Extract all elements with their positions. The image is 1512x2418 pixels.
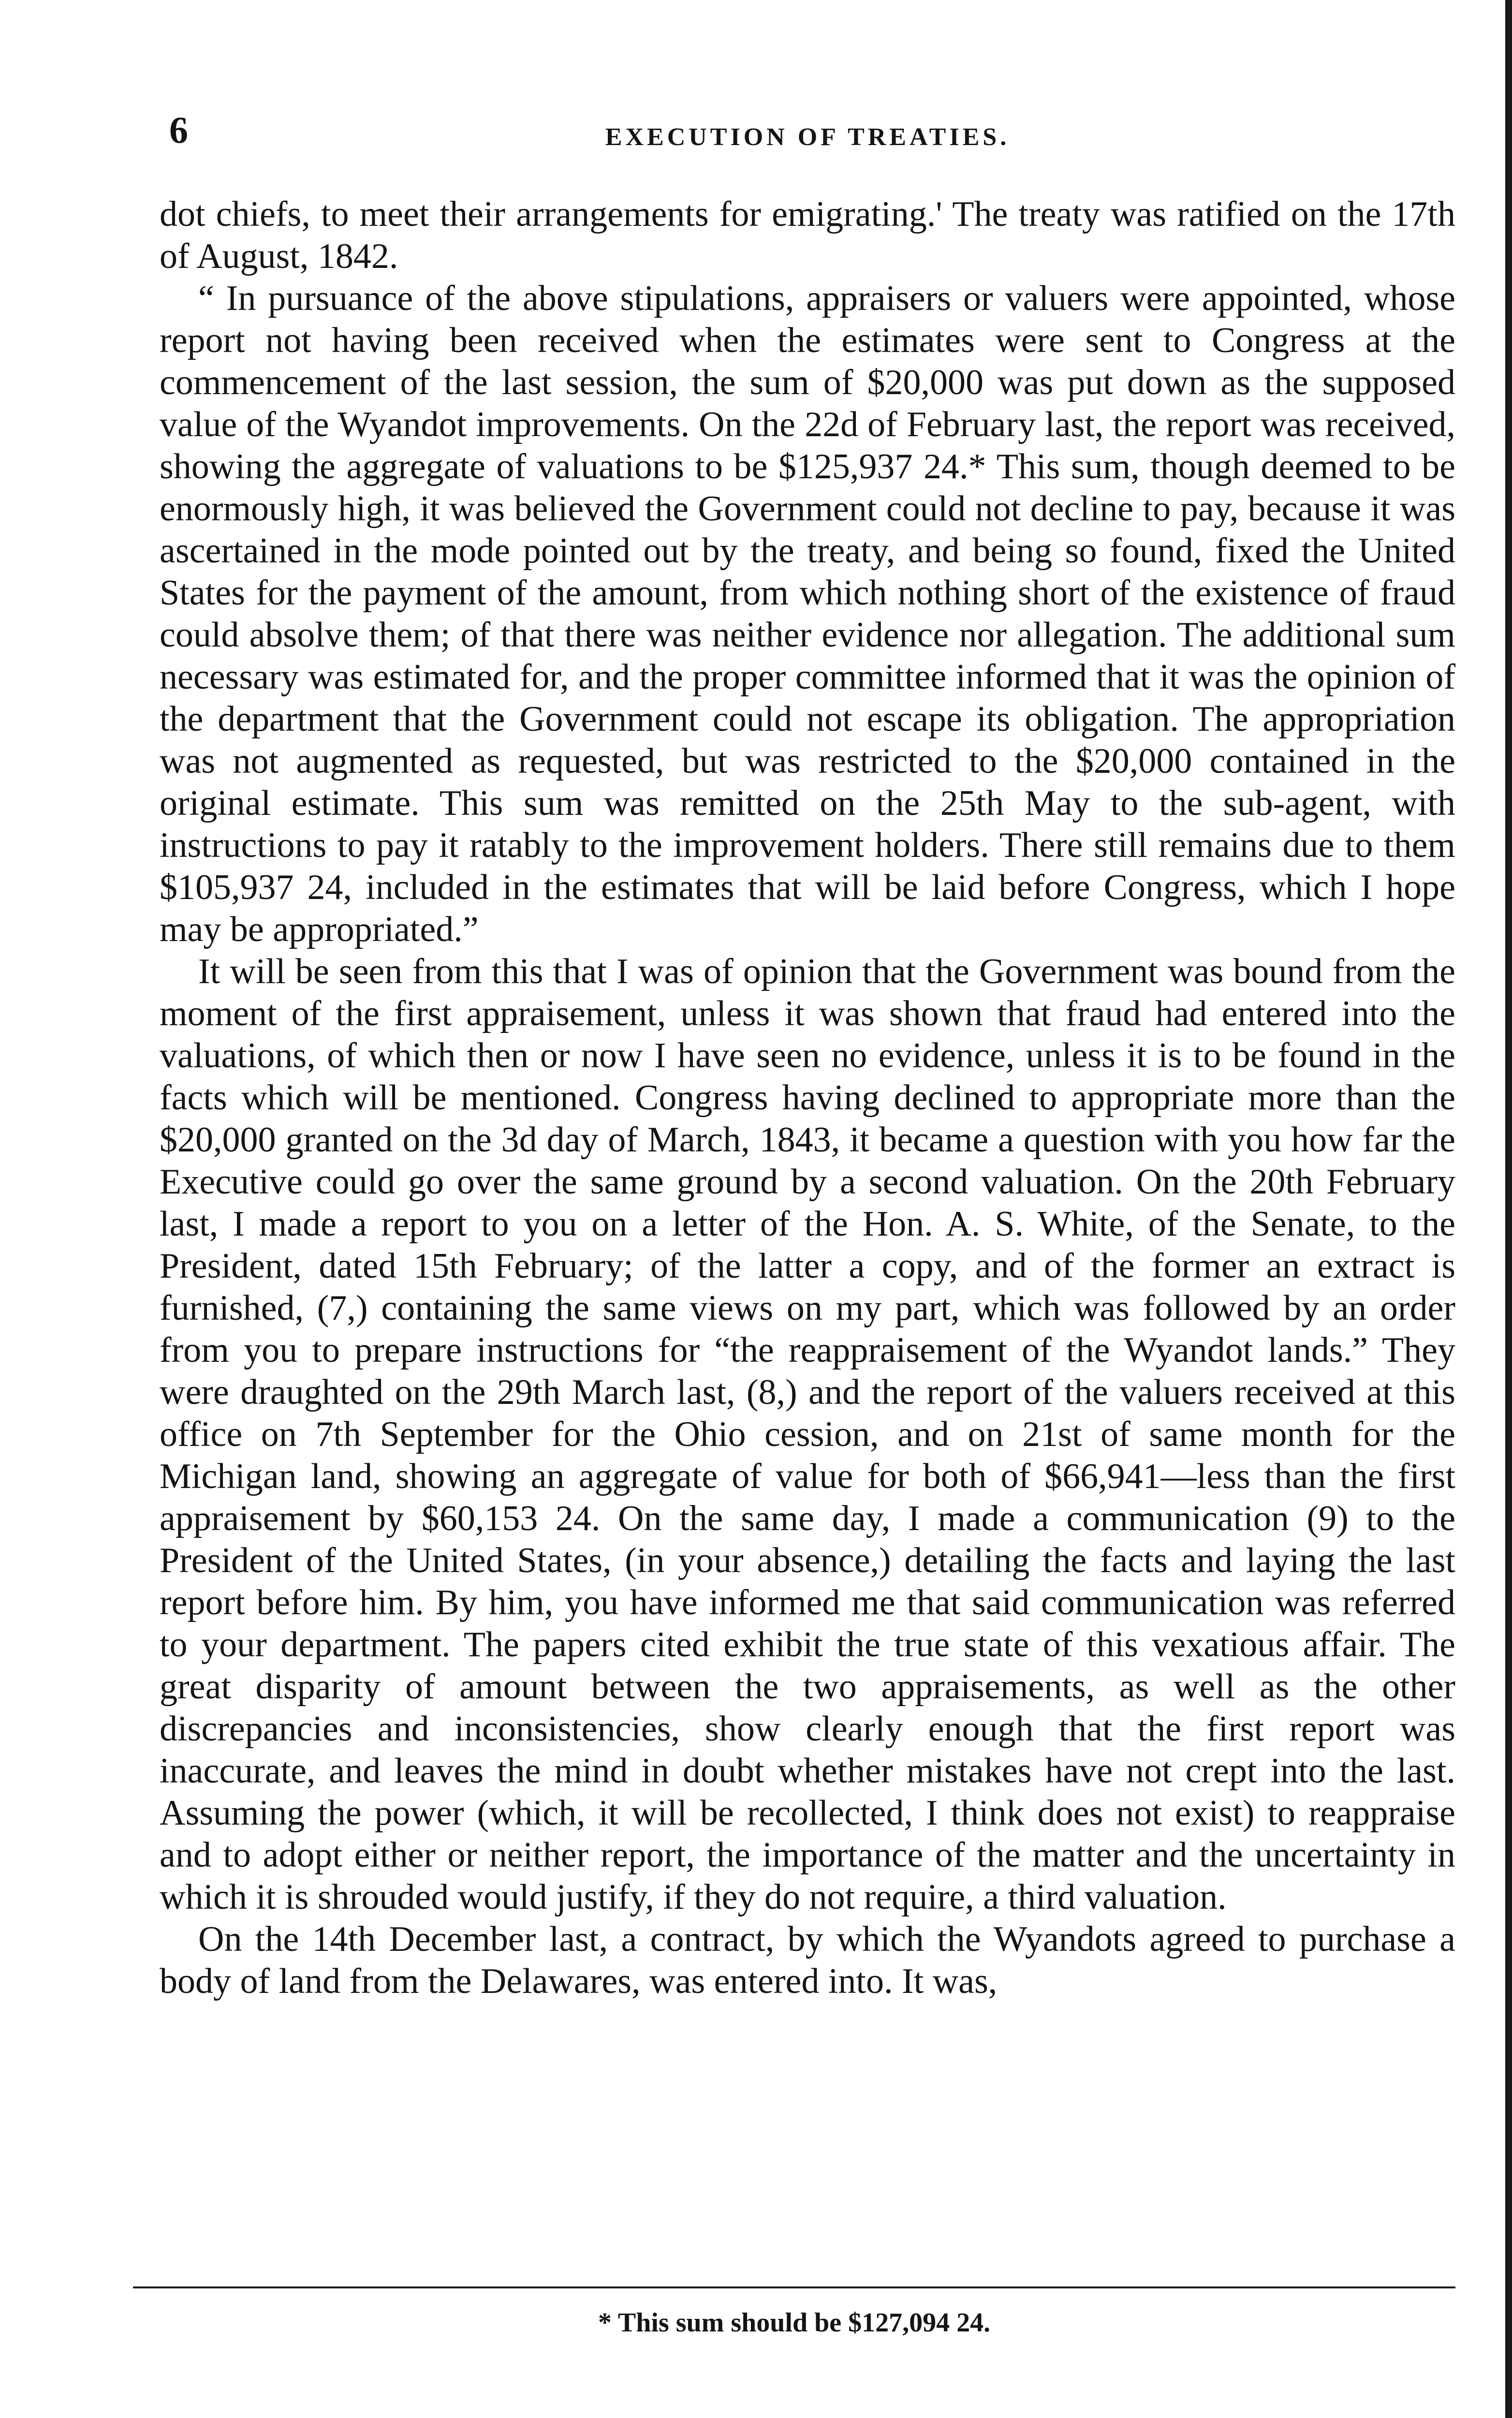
paragraph-continued: dot chiefs, to meet their arrangements for emigrating.' The treaty was ratified on the 17th of August, 1842. — [160, 194, 1455, 276]
paragraph-quoted-report: “ In pursuance of the above stipulations, appraisers or valuers were appointed, whose report not having been received when the estimates were sent to Congress at the commencement of the last session, the sum of $20,000 was put down as the supposed value of the Wyandot improvements. On the 22d of February last, the report was received, showing the aggregate of valuations to be $125,937 24.* This sum, though deemed to be enormously high, it was believed the Government could not decline to pay, because it was ascertained in the mode pointed out by the treaty, and being so found, fixed the United States for the payment of the amount, from which nothing short of the existence of fraud could absolve them; of that there was neither evidence nor allegation. The additional sum necessary was estimated for, and the proper committee informed that it was the opinion of the department that the Government could not escape its obligation. The appropriation was not augmented as requested, but was restricted to the $20,000 contained in the original estimate. This sum was remitted on the 25th May to the sub-agent, with instructions to pay it ratably to the improvement holders. There still remains due to them $105,937 24, included in the estimates that will be laid before Congress, which I hope may be appropriated.” — [160, 279, 1455, 949]
paragraph-opinion: It will be seen from this that I was of opinion that the Government was bound from the moment of the first appraisement, unless it was shown that fraud had entered into the valuations, of which then or now I have seen no evidence, unless it is to be found in the facts which will be mentioned. Congress having declined to appropriate more than the $20,000 granted on the 3d day of March, 1843, it became a question with you how far the Executive could go over the same ground by a second valuation. On the 20th February last, I made a report to you on a letter of the Hon. A. S. White, of the Senate, to the President, dated 15th February; of the latter a copy, and of the former an extract is furnished, (7,) containing the same views on my part, which was followed by an order from you to prepare instructions for “the reappraisement of the Wyandot lands.” They were draughted on the 29th March last, (8,) and the report of the valuers received at this office on 7th September for the Ohio cession, and on 21st of same month for the Michigan land, showing an aggregate of value for both of $66,941—less than the first appraisement by $60,153 24. On the same day, I made a communication (9) to the President of the United States, (in your absence,) detailing the facts and laying the last report before him. By him, you have informed me that said communication was referred to your department. The papers cited exhibit the true state of this vexatious affair. The great disparity of amount between the two appraisements, as well as the other discrepancies and inconsistencies, show clearly enough that the first report was inaccurate, and leaves the mind in doubt whether mistakes have not crept into the last. Assuming the power (which, it will be recollected, I think does not exist) to reappraise and to adopt either or neither report, the importance of the matter and the uncertainty in which it is shrouded would justify, if they do not require, a third valuation. — [160, 952, 1455, 1917]
page-number: 6 — [169, 109, 188, 151]
body-text — [160, 193, 1455, 2003]
footnote-rule — [133, 2286, 1455, 2288]
footnote: * This sum should be $127,094 24. — [598, 2308, 991, 2338]
running-title: EXECUTION OF TREATIES. — [605, 123, 1010, 151]
paragraph-contract: On the 14th December last, a contract, by which the Wyandots agreed to purchase a body of land from the Delawares, was entered into. It was, — [160, 1919, 1455, 2001]
page-header — [160, 102, 1455, 169]
